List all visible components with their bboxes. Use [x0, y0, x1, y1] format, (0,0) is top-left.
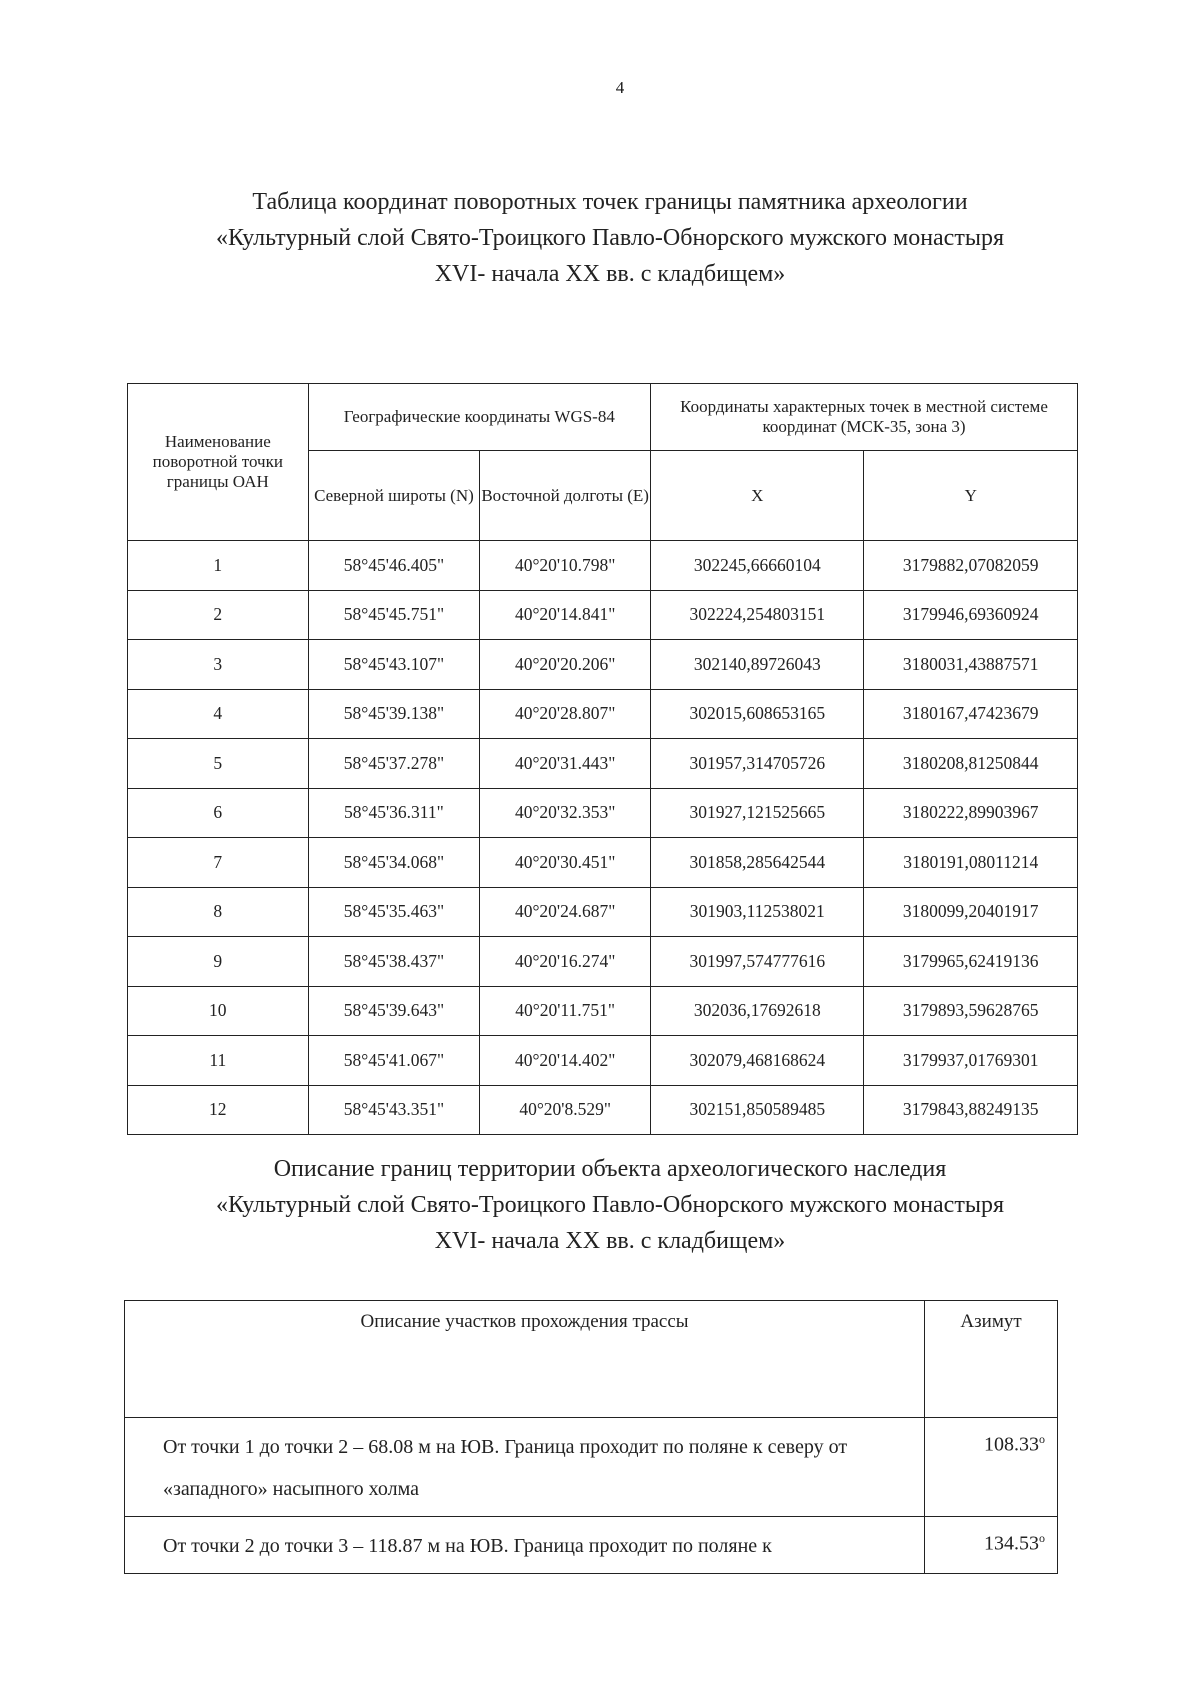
cell-y: 3179843,88249135	[864, 1085, 1078, 1135]
cell-north: 58°45'39.138"	[308, 689, 480, 739]
header-route-description: Описание участков прохождения трассы	[125, 1301, 925, 1418]
cell-x: 301927,121525665	[651, 788, 864, 838]
cell-north: 58°45'45.751"	[308, 590, 480, 640]
cell-east: 40°20'14.402"	[480, 1036, 651, 1086]
cell-point: 7	[128, 838, 309, 888]
table-row	[128, 986, 1078, 1036]
cell-y: 3180031,43887571	[864, 640, 1078, 690]
cell-y: 3179882,07082059	[864, 541, 1078, 591]
cell-point: 9	[128, 937, 309, 987]
title-line: Описание границ территории объекта археологического наследия	[273, 1156, 947, 1182]
cell-x: 301858,285642544	[651, 838, 864, 888]
coordinates-table	[127, 383, 1078, 1135]
cell-north: 58°45'43.107"	[308, 640, 480, 690]
cell-y: 3180167,47423679	[864, 689, 1078, 739]
title-line: XVI- начала XX вв. с кладбищем»	[434, 1228, 786, 1254]
cell-east: 40°20'28.807"	[480, 689, 651, 739]
table-row	[125, 1517, 1058, 1574]
cell-east: 40°20'11.751"	[480, 986, 651, 1036]
cell-y: 3180208,81250844	[864, 739, 1078, 789]
cell-y: 3179965,62419136	[864, 937, 1078, 987]
cell-east: 40°20'16.274"	[480, 937, 651, 987]
azimuth-value: 134.53	[984, 1532, 1039, 1555]
cell-east: 40°20'20.206"	[480, 640, 651, 690]
route-segment-description: От точки 2 до точки 3 – 118.87 м на ЮВ. Граница проходит по поляне к	[125, 1517, 925, 1574]
cell-y: 3180191,08011214	[864, 838, 1078, 888]
cell-x: 302015,608653165	[651, 689, 864, 739]
route-description-table	[124, 1300, 1058, 1574]
cell-north: 58°45'38.437"	[308, 937, 480, 987]
cell-point: 5	[128, 739, 309, 789]
header-geo-coordinates: Географические координаты WGS-84	[308, 384, 650, 451]
cell-north: 58°45'41.067"	[308, 1036, 480, 1086]
table-row	[128, 1036, 1078, 1086]
route-segment-azimuth	[925, 1517, 1058, 1574]
title-line: Таблица координат поворотных точек границы памятника археологии	[252, 189, 968, 215]
cell-point: 2	[128, 590, 309, 640]
cell-east: 40°20'10.798"	[480, 541, 651, 591]
coordinates-table-title	[110, 184, 1110, 292]
header-x: X	[651, 451, 864, 541]
cell-x: 302140,89726043	[651, 640, 864, 690]
table-row	[128, 887, 1078, 937]
cell-east: 40°20'8.529"	[480, 1085, 651, 1135]
cell-point: 12	[128, 1085, 309, 1135]
route-segment-azimuth	[925, 1418, 1058, 1517]
table-row	[128, 739, 1078, 789]
cell-east: 40°20'14.841"	[480, 590, 651, 640]
table-row	[128, 541, 1078, 591]
cell-y: 3179937,01769301	[864, 1036, 1078, 1086]
cell-x: 302079,468168624	[651, 1036, 864, 1086]
header-azimuth: Азимут	[925, 1301, 1058, 1418]
boundary-description-title	[110, 1151, 1110, 1259]
table-row	[125, 1418, 1058, 1517]
title-line: XVI- начала XX вв. с кладбищем»	[434, 261, 786, 287]
header-y: Y	[864, 451, 1078, 541]
header-local-coordinates: Координаты характерных точек в местной системе координат (МСК-35, зона 3)	[651, 384, 1078, 451]
cell-point: 4	[128, 689, 309, 739]
cell-north: 58°45'43.351"	[308, 1085, 480, 1135]
table-row	[128, 590, 1078, 640]
cell-x: 301957,314705726	[651, 739, 864, 789]
table-row	[128, 689, 1078, 739]
cell-x: 302224,254803151	[651, 590, 864, 640]
cell-north: 58°45'46.405"	[308, 541, 480, 591]
cell-y: 3180222,89903967	[864, 788, 1078, 838]
cell-y: 3180099,20401917	[864, 887, 1078, 937]
table-row	[128, 1085, 1078, 1135]
title-line: «Культурный слой Свято-Троицкого Павло-Обнорского мужского монастыря	[215, 225, 1004, 251]
header-north: Северной широты (N)	[308, 451, 480, 541]
cell-x: 302245,66660104	[651, 541, 864, 591]
cell-north: 58°45'34.068"	[308, 838, 480, 888]
cell-east: 40°20'30.451"	[480, 838, 651, 888]
route-segment-description: От точки 1 до точки 2 – 68.08 м на ЮВ. Граница проходит по поляне к северу от «западного» насыпного холма	[125, 1418, 925, 1517]
cell-x: 302036,17692618	[651, 986, 864, 1036]
cell-x: 301997,574777616	[651, 937, 864, 987]
cell-north: 58°45'39.643"	[308, 986, 480, 1036]
page-number: 4	[615, 78, 625, 97]
header-point-name: Наименование поворотной точки границы ОАН	[128, 384, 309, 541]
cell-north: 58°45'36.311"	[308, 788, 480, 838]
cell-y: 3179893,59628765	[864, 986, 1078, 1036]
title-line: «Культурный слой Свято-Троицкого Павло-Обнорского мужского монастыря	[215, 1192, 1004, 1218]
cell-north: 58°45'37.278"	[308, 739, 480, 789]
azimuth-value: 108.33	[984, 1433, 1039, 1456]
table-row	[128, 838, 1078, 888]
cell-point: 6	[128, 788, 309, 838]
header-east: Восточной долготы (E)	[480, 451, 651, 541]
cell-point: 10	[128, 986, 309, 1036]
degree-mark: о	[1039, 1531, 1045, 1545]
table-row	[128, 788, 1078, 838]
table-row	[128, 640, 1078, 690]
cell-north: 58°45'35.463"	[308, 887, 480, 937]
cell-point: 8	[128, 887, 309, 937]
cell-x: 301903,112538021	[651, 887, 864, 937]
table-row	[128, 937, 1078, 987]
cell-east: 40°20'24.687"	[480, 887, 651, 937]
cell-point: 3	[128, 640, 309, 690]
cell-east: 40°20'31.443"	[480, 739, 651, 789]
cell-x: 302151,850589485	[651, 1085, 864, 1135]
cell-east: 40°20'32.353"	[480, 788, 651, 838]
cell-point: 11	[128, 1036, 309, 1086]
cell-point: 1	[128, 541, 309, 591]
degree-mark: о	[1039, 1432, 1045, 1446]
cell-y: 3179946,69360924	[864, 590, 1078, 640]
